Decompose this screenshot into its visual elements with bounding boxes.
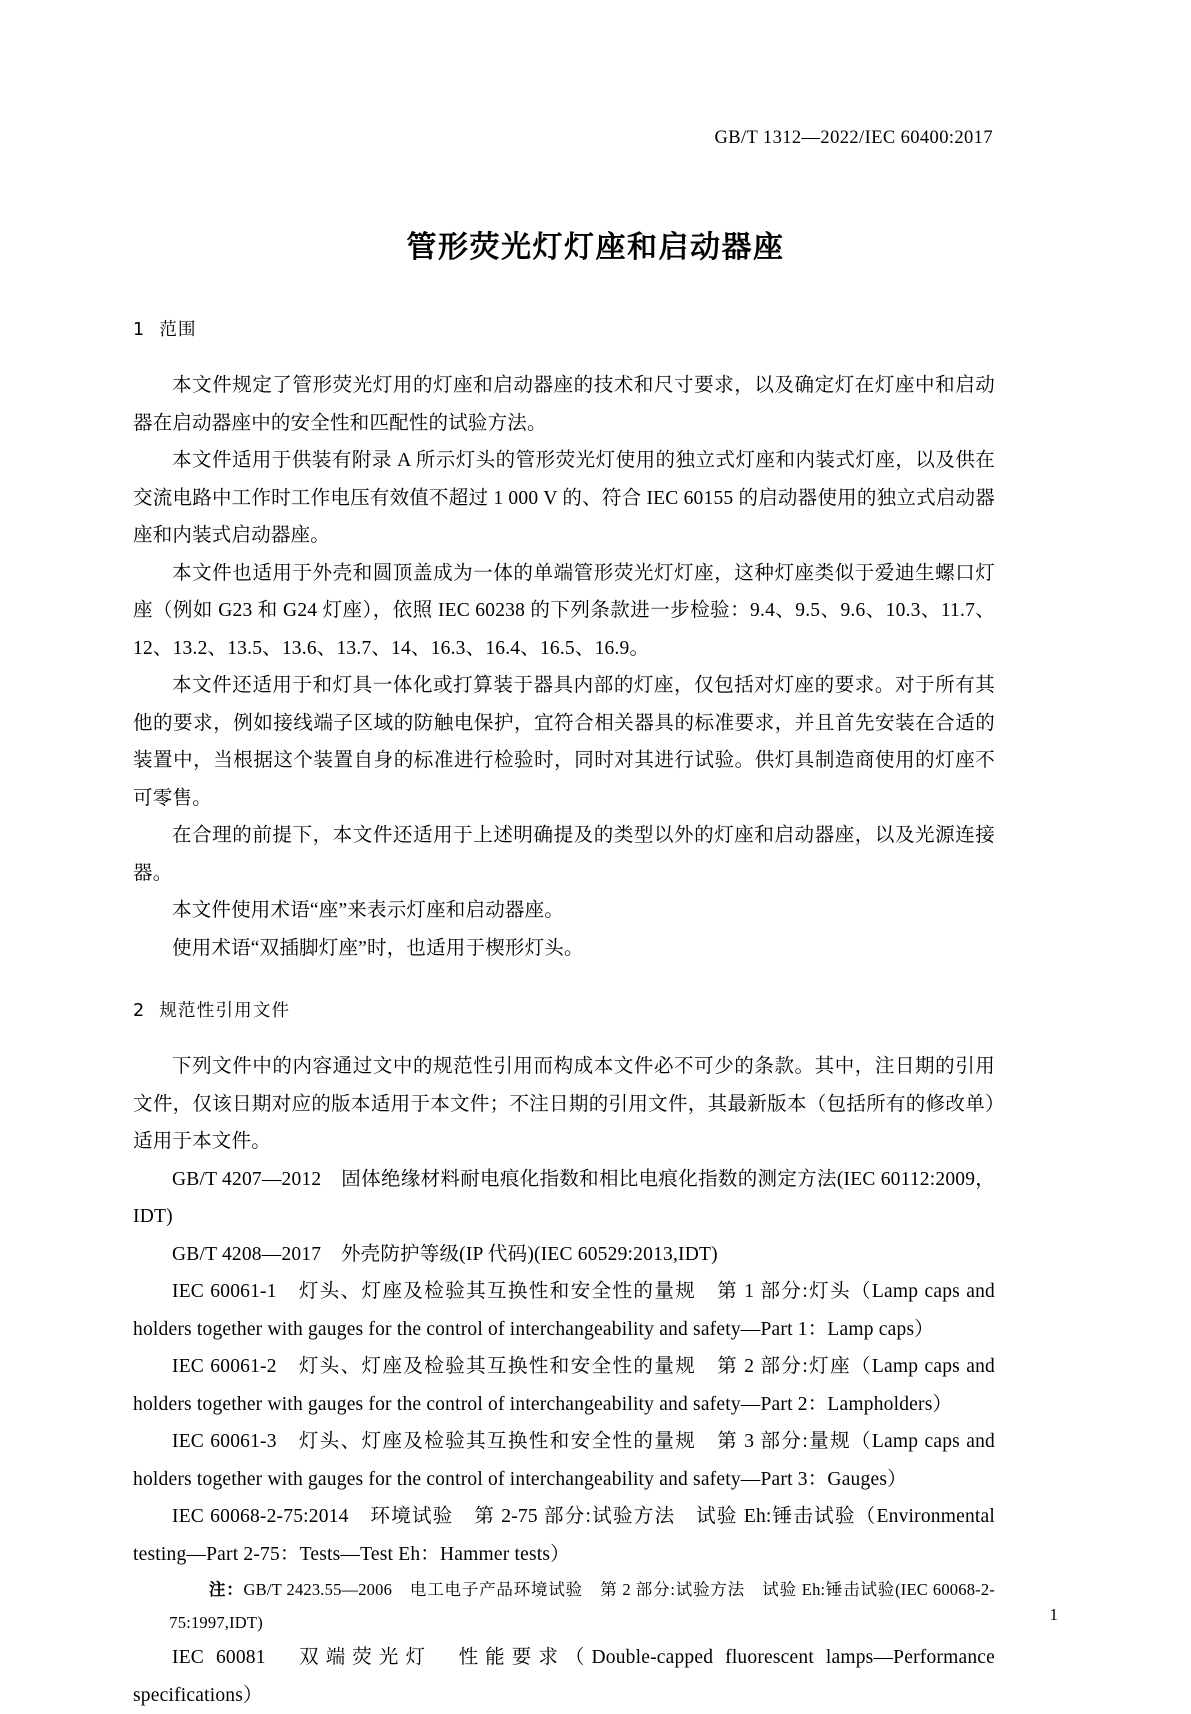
note-block bbox=[133, 1573, 995, 1639]
reference-entry: IEC 60061-2 灯头、灯座及检验其互换性和安全性的量规 第 2 部分:灯座（Lamp caps and holders together with gauges for the control of interchangeability and safety—Part 2：Lampholders） bbox=[133, 1356, 995, 1415]
page-number: 1 bbox=[1049, 1605, 1058, 1624]
section-title-1: 范围 bbox=[159, 320, 197, 340]
paragraph: 在合理的前提下，本文件还适用于上述明确提及的类型以外的灯座和启动器座，以及光源连接器。 bbox=[133, 825, 995, 884]
section-title-2: 规范性引用文件 bbox=[159, 1001, 291, 1021]
paragraph: 下列文件中的内容通过文中的规范性引用而构成本文件必不可少的条款。其中，注日期的引用文件，仅该日期对应的版本适用于本文件；不注日期的引用文件，其最新版本（包括所有的修改单）适用于本文件。 bbox=[133, 1056, 995, 1152]
note-label: 注： bbox=[208, 1580, 244, 1599]
spacer bbox=[133, 967, 995, 997]
page-title: 管形荧光灯灯座和启动器座 bbox=[406, 230, 785, 265]
spacer bbox=[133, 341, 995, 367]
reference-entry: IEC 60081 双端荧光灯 性能要求（Double-capped fluorescent lamps—Performance specifications） bbox=[133, 1647, 995, 1706]
section-number-1: 1 bbox=[133, 320, 146, 340]
reference-entry: GB/T 4207—2012 固体绝缘材料耐电痕化指数和相比电痕化指数的测定方法(IEC 60112:2009，IDT) bbox=[133, 1168, 995, 1227]
standard-code: GB/T 1312—2022/IEC 60400:2017 bbox=[714, 128, 993, 148]
paragraph: 本文件规定了管形荧光灯用的灯座和启动器座的技术和尺寸要求，以及确定灯在灯座中和启动器在启动器座中的安全性和匹配性的试验方法。 bbox=[133, 375, 995, 434]
spacer bbox=[133, 1022, 995, 1048]
reference-entry: GB/T 4208—2017 外壳防护等级(IP 代码)(IEC 60529:2013,IDT) bbox=[172, 1243, 718, 1265]
document-body bbox=[133, 316, 995, 1714]
running-header bbox=[133, 128, 993, 149]
section-heading-2 bbox=[133, 997, 995, 1022]
paragraph: 本文件使用术语“座”来表示灯座和启动器座。 bbox=[172, 900, 565, 921]
paragraph: 本文件也适用于外壳和圆顶盖成为一体的单端管形荧光灯灯座，这种灯座类似于爱迪生螺口灯座（例如 G23 和 G24 灯座），依照 IEC 60238 的下列条款进一步检验：9.4、9.5、9.6、10.3、11.7、12、13.2、13.5、13.6、13.7、14、16.3、16.4、16.5、16.9。 bbox=[133, 562, 995, 659]
section-number-2: 2 bbox=[133, 1001, 146, 1021]
reference-entry: IEC 60068-2-75:2014 环境试验 第 2-75 部分:试验方法 试验 Eh:锤击试验（Environmental testing—Part 2-75：Tests—Test Eh：Hammer tests） bbox=[133, 1506, 995, 1565]
note-text: GB/T 2423.55—2006 电工电子产品环境试验 第 2 部分:试验方法 试验 Eh:锤击试验(IEC 60068-2-75:1997,IDT) bbox=[169, 1580, 995, 1632]
paragraph: 本文件还适用于和灯具一体化或打算装于器具内部的灯座，仅包括对灯座的要求。对于所有其他的要求，例如接线端子区域的防触电保护，宜符合相关器具的标准要求，并且首先安装在合适的装置中，当根据这个装置自身的标准进行检验时，同时对其进行试验。供灯具制造商使用的灯座不可零售。 bbox=[133, 675, 995, 809]
paragraph: 本文件适用于供装有附录 A 所示灯头的管形荧光灯使用的独立式灯座和内装式灯座，以及供在交流电路中工作时工作电压有效值不超过 1 000 V 的、符合 IEC 60155 的启动器使用的独立式启动器座和内装式启动器座。 bbox=[133, 450, 995, 546]
reference-entry: IEC 60061-1 灯头、灯座及检验其互换性和安全性的量规 第 1 部分:灯头（Lamp caps and holders together with gauges for the control of interchangeability and safety—Part 1：Lamp caps） bbox=[133, 1281, 995, 1340]
reference-entry: IEC 60061-3 灯头、灯座及检验其互换性和安全性的量规 第 3 部分:量规（Lamp caps and holders together with gauges for the control of interchangeability and safety—Part 3：Gauges） bbox=[133, 1431, 995, 1490]
section-heading-1 bbox=[133, 316, 995, 341]
paragraph: 使用术语“双插脚灯座”时，也适用于楔形灯头。 bbox=[172, 937, 584, 959]
